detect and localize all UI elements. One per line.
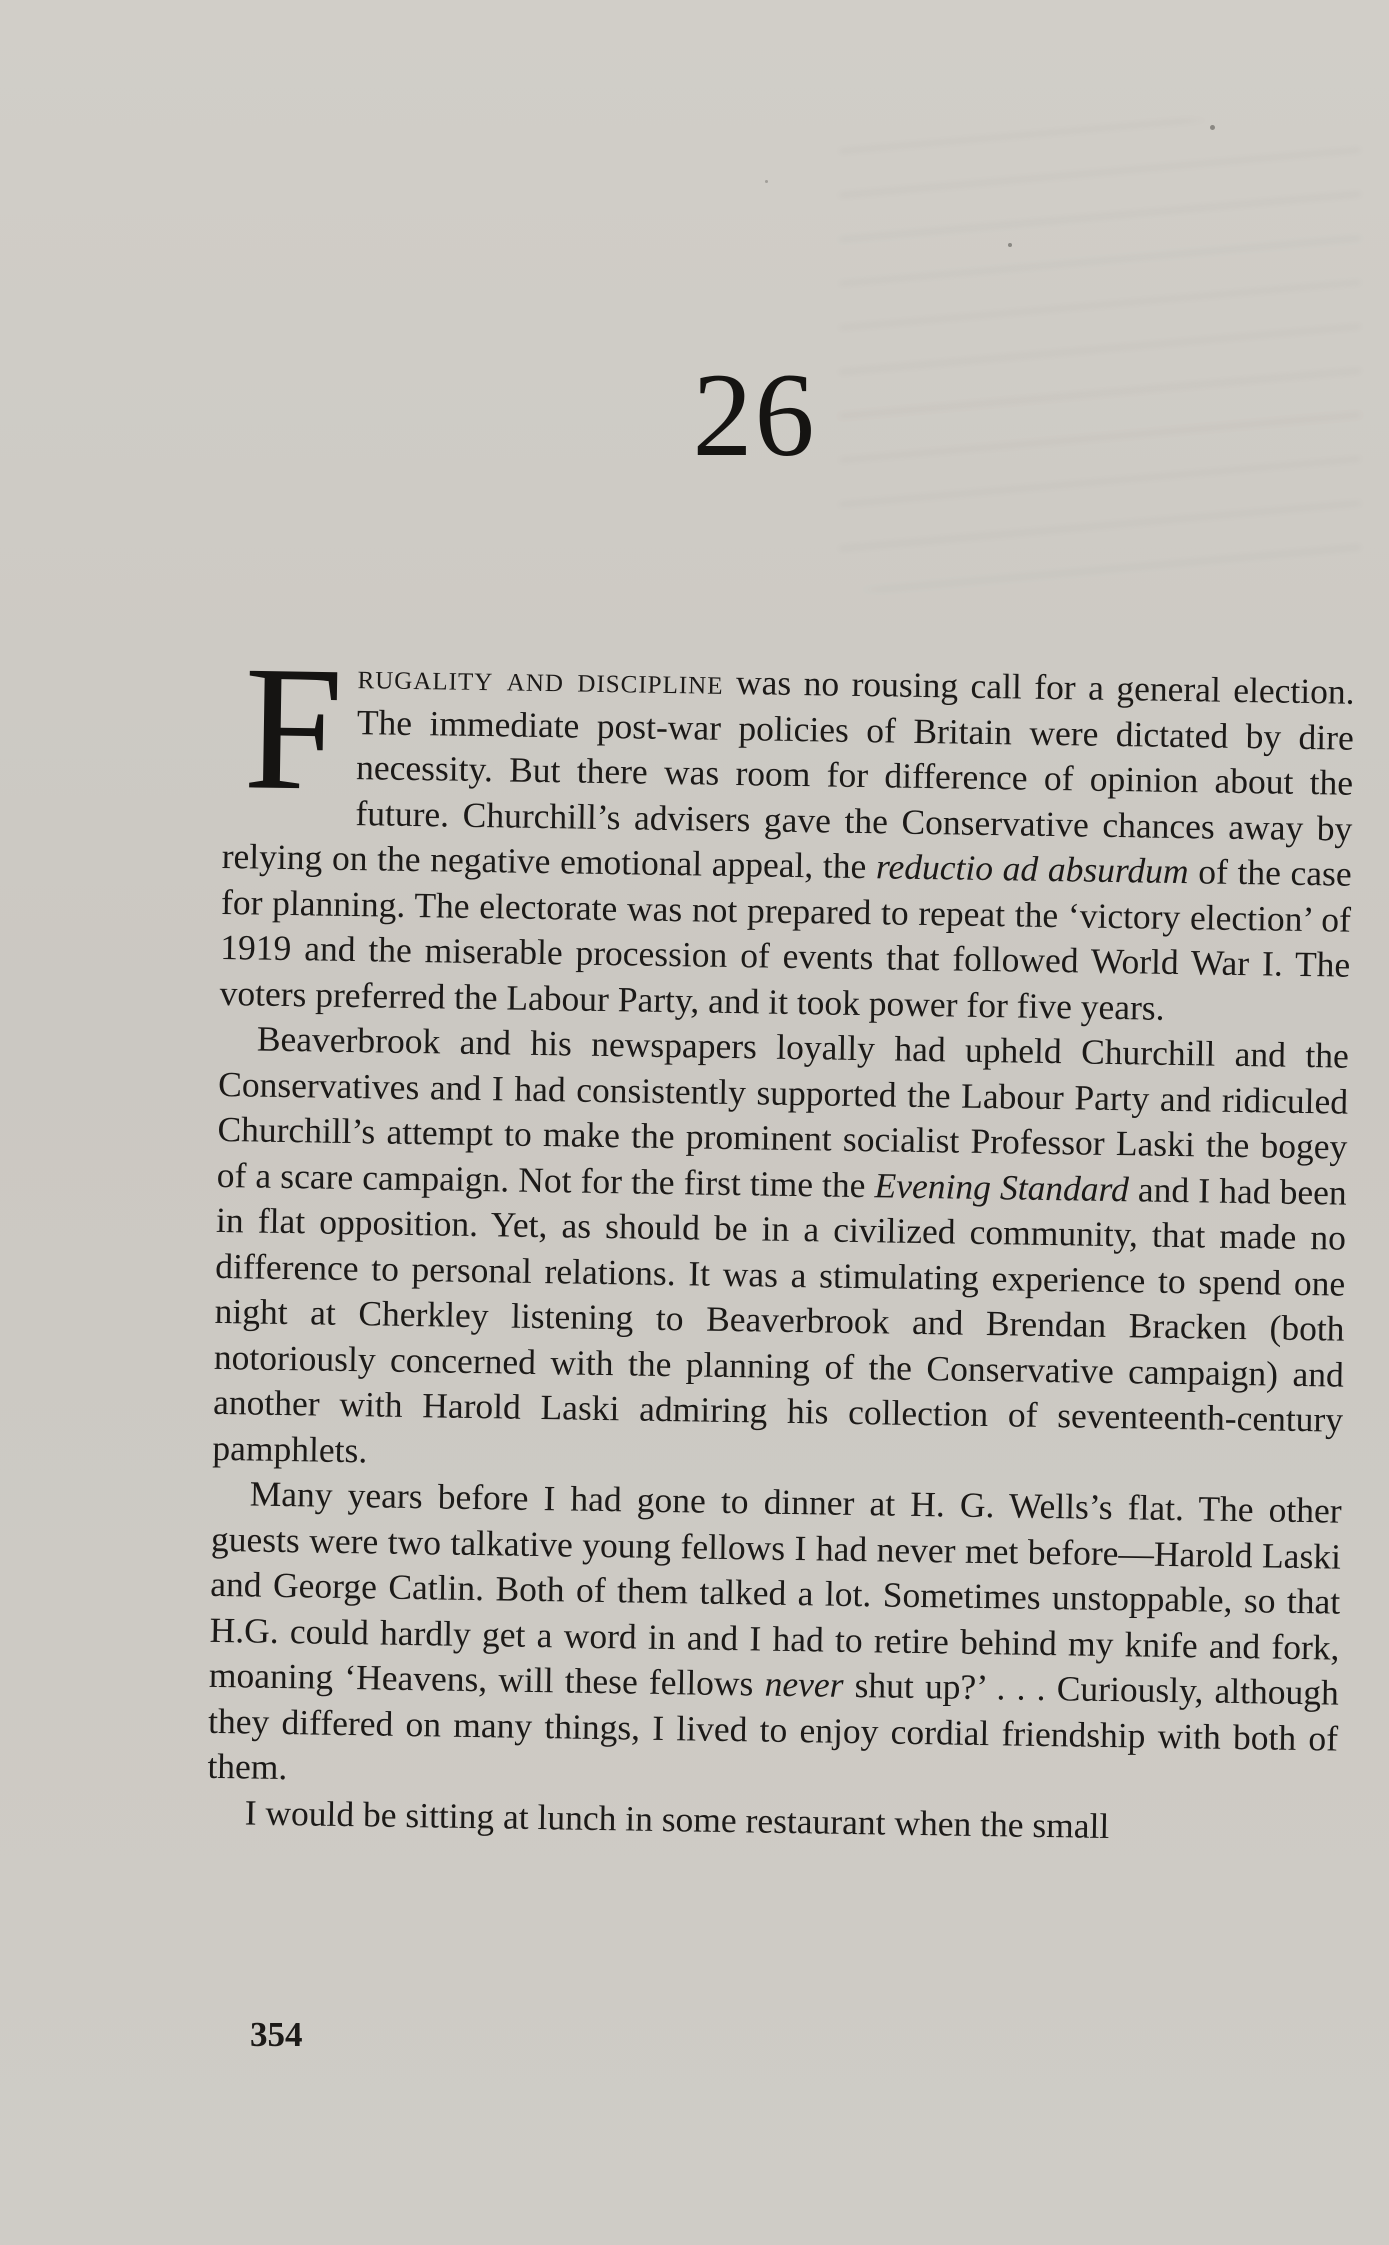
paragraph-2-text-end: and I had been in flat opposition. Yet, as should be in a civilized community, that made no difference to personal relations. It was a stimulating experience to spend one night at Cherkley listening to Beaverbrook and Brendan Bracken (both notoriously concerned with the planning of the Conservative campaign) and another with Harold Laski admiring his collection of seventeenth-century pamphlets. — [212, 1168, 1347, 1470]
paragraph-3-text: Many years before I had gone to dinner at H. G. Wells’s flat. The other guests were two talkative young fellows I had never met before—Harold Laski and George Catlin. Both of them talked a lot. Sometimes unstoppable, so that H.G. could hardly get a word in and I had to retire behind my knife and fork, moaning ‘Heavens, will these fellows — [208, 1473, 1342, 1704]
paragraph-2-italic: Evening Standard — [874, 1164, 1130, 1209]
paragraph-2 — [212, 1016, 1349, 1489]
paper-speck — [1008, 243, 1012, 247]
paper-speck — [765, 180, 768, 183]
paragraph-3-italic: never — [764, 1663, 844, 1705]
chapter-number: 26 — [692, 348, 817, 481]
paper-speck — [1210, 125, 1215, 130]
paragraph-3 — [207, 1471, 1342, 1807]
page-number: 354 — [250, 2015, 303, 2054]
body-text — [206, 628, 1355, 1853]
paragraph-1-text-end: of the case for planning. The electorate was not prepared to repeat the ‘victory election’ of 1919 and the miserable procession of events that followed World War I. The voters preferred the Labour Party, and it took power for five years. — [219, 851, 1352, 1028]
paragraph-1-text: was no rousing call for a general election. The immediate post-war policies of Britain were dictated by dire necessity. But there was room for difference of opinion about the future. Churchill’s advisers gave the Conservative chances away by relying on the negative emotional appeal, the — [221, 661, 1355, 887]
paragraph-4-text: I would be sitting at lunch in some restaurant when the small — [244, 1791, 1110, 1846]
paragraph-3-text-end: shut up?’ . . . Curiously, although they differed on many things, I lived to enjoy cordial friendship with both of them. — [207, 1664, 1340, 1788]
paragraph-1-italic: reductio ad absurdum — [875, 846, 1189, 892]
drop-cap: F — [242, 628, 345, 828]
paragraph-1 — [219, 628, 1355, 1034]
paragraph-2-text: Beaverbrook and his newspapers loyally had upheld Churchill and the Conservatives and I had consistently supported the Labour Party and ridiculed Churchill’s attempt to make the prominent socialist Professor Laski the bogey of a scare campaign. Not for the first time the — [216, 1018, 1350, 1205]
opening-small-caps: rugality and discipline — [357, 656, 724, 702]
